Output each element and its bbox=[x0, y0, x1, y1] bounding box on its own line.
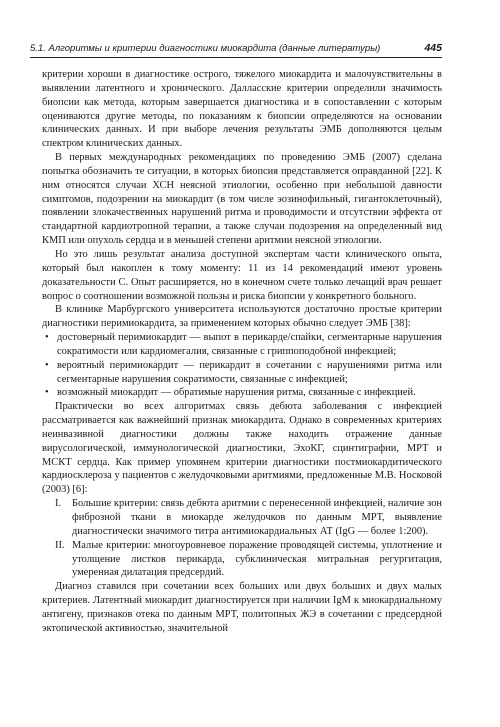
running-header bbox=[30, 42, 442, 58]
paragraph: В первых международных рекомендациях по проведению ЭМБ (2007) сделана попытка обозначить те ситуации, в которых биопсия представляется оправданной [22]. К ним относятся случаи ХСН неясной этиологии, особенно при небольшой давности симптомов, подозрении на миокардит (в том числе эозинофильный, гигантоклеточный), появлении злокачественных нарушений ритма и проводимости и отсутствии эффекта от стандартной кардиотропной терапии, а также случаи подозрения на определенный вид КМП или опухоль сердца и в меньшей степени аритмии неясной этиологии. bbox=[42, 152, 442, 247]
list-item: • достоверный перимиокардит — выпот в перикарде/спайки, сегментарные нарушения сократимости или кардиомегалия, связанные с гриппоподобной инфекцией; bbox=[42, 331, 442, 359]
page-body bbox=[42, 68, 442, 636]
paragraph: Практически во всех алгоритмах связь дебюта заболевания с инфекцией рассматривается как важнейший признак миокардита. Однако в современных критериях неинвазивной диагностики должны также находить отражение данные вирусологической, иммунологической диагностики, ЭхоКГ, сцинтиграфии, МРТ и МСКТ сердца. Как пример упомянем критерии диагностики постмиокардитического кардиосклероза у пациентов с желудочковыми аритмиями, предложенные М.В. Носковой (2003) [6]: bbox=[42, 401, 442, 496]
list-item: • возможный миокардит — обратимые нарушения ритма, связанные с инфекцией. bbox=[42, 386, 442, 400]
list-text: Большие критерии: связь дебюта аритмии с перенесенной инфекцией, наличие зон фиброзной ткани в миокарде желудочков по данным МРТ, выявление диагностически значимого титра антимиокардиальных АТ (IgG — более 1:200). bbox=[72, 498, 442, 537]
list-text: Малые критерии: многоуровневое поражение проводящей системы, уплотнение и утолщение листков перикарда, субклиническая митральная регургитация, умеренная дилатация предсердий. bbox=[72, 539, 442, 579]
paragraph: критерии хороши в диагностике острого, тяжелого миокардита и малочувствительны в выявлении латентного и хронического. Далласские критерии определили значимость биопсии как метода, которым завершается диагностика и в сопоставлении с которым оцениваются другие методы, по показаниям к биопсии определяются на основании клинических данных. И при выборе лечения результаты ЭМБ дополняются целым спектром клинических данных. bbox=[42, 69, 442, 150]
page-number: 445 bbox=[424, 42, 442, 54]
bullet-list bbox=[42, 331, 442, 400]
list-item bbox=[42, 497, 442, 539]
list-item: • вероятный перимиокардит — перикардит в сочетании с нарушениями ритма или сегментарные нарушения сократимости, связанные с инфекцией; bbox=[42, 359, 442, 387]
paragraph: В клинике Марбургского университета используются достаточно простые критерии диагностики перимиокардита, за применением которых обычно следует ЭМБ [38]: bbox=[42, 304, 442, 330]
paragraph: Но это лишь результат анализа доступной экспертам части клинического опыта, который был накоплен к тому моменту: 11 из 14 рекомендаций имеют уровень доказательности C. Опыт расширяется, но в конечном счете только лечащий врач решает вопрос о соотношении возможной пользы и риска биопсии у конкретного больного. bbox=[42, 248, 442, 302]
list-item bbox=[42, 539, 442, 581]
paragraph: Диагноз ставился при сочетании всех больших или двух больших и двух малых критериев. Латентный миокардит диагностируется при наличии IgM к миокардиальному антигену, признаков отека по данным МРТ, политопных ЖЭ в сочетании с предсердной эктопической активностью, значительной bbox=[42, 581, 442, 634]
criteria-list bbox=[42, 497, 442, 580]
section-title: 5.1. Алгоритмы и критерии диагностики миокардита (данные литературы) bbox=[30, 43, 381, 54]
list-number: I. bbox=[55, 498, 62, 510]
list-number: II. bbox=[55, 539, 65, 551]
